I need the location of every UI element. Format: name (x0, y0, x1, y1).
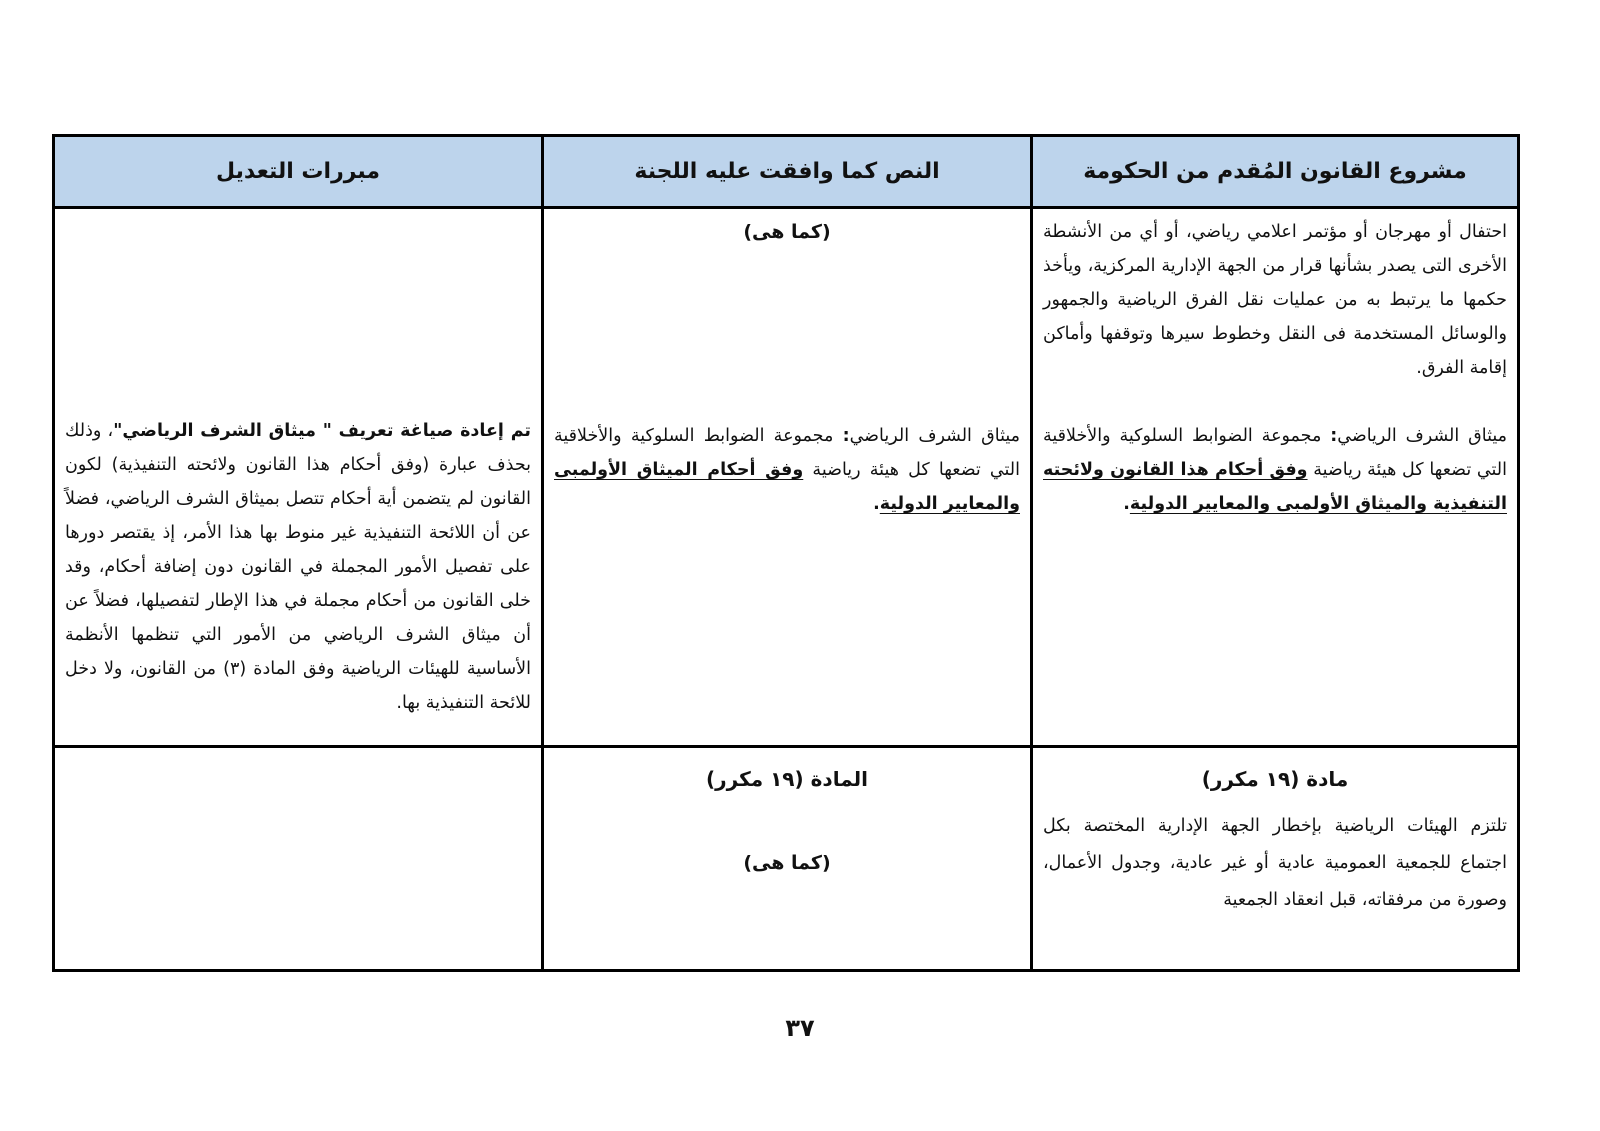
row2-committee-cell (544, 748, 1033, 969)
header-government-draft-label: مشروع القانون المُقدم من الحكومة (1083, 159, 1467, 184)
government-paragraph-1: احتفال أو مهرجان أو مؤتمر اعلامي رياضي، أو أي من الأنشطة الأخرى التى يصدر بشأنها قرار من الجهة الإدارية المركزية، ويأخذ حكمها ما يرتبط به من عمليات نقل الفرق الرياضية والجمهور والوسائل المستخدمة فى النقل وخطوط سيرها وتوقفها وأماكن إقامة الفرق. (1043, 222, 1507, 378)
row1-justifications-cell (55, 209, 544, 748)
row1-government-cell (1033, 209, 1517, 748)
article-title: مادة (١٩ مكرر) (1201, 767, 1349, 791)
header-committee-text-label: النص كما وافقت عليه اللجنة (634, 159, 940, 184)
definition-emphasis: وفق أحكام هذا القانون ولائحته التنفيذية والميثاق الأولمبى والمعايير الدولية (1043, 460, 1507, 514)
header-justifications (55, 137, 544, 209)
row2-justifications-cell (55, 748, 544, 969)
amendments-table (52, 134, 1520, 972)
definition-term: ميثاق الشرف الرياضي (1337, 426, 1508, 446)
row2-government-cell (1033, 748, 1517, 969)
justification-bold-lead: تم إعادة صياغة تعريف " ميثاق الشرف الرياضي" (113, 421, 531, 441)
page-number: ٣٧ (785, 1014, 815, 1042)
as-is-label: (كما هى) (743, 852, 831, 874)
definition-end: . (873, 494, 880, 514)
header-justifications-label: مبررات التعديل (215, 159, 381, 184)
government-definition (1043, 419, 1507, 521)
definition-emphasis: وفق أحكام الميثاق الأولمبى والمعايير الدولية (554, 460, 1020, 514)
definition-colon: : (842, 426, 850, 446)
header-committee-text (544, 137, 1033, 209)
row1-committee-cell (544, 209, 1033, 748)
as-is-label: (كما هى) (743, 221, 831, 243)
definition-body: مجموعة الضوابط السلوكية والأخلاقية التي تضعها كل هيئة رياضية (554, 426, 1020, 480)
justification-text: ، وذلك بحذف عبارة (وفق أحكام هذا القانون ولائحته التنفيذية) لكون القانون لم يتضمن أية أحكام تتصل بميثاق الشرف الرياضي، فضلاً عن أن اللائحة التنفيذية غير منوط بها هذا الأمر، إذ يقتصر دورها على تفصيل الأمور المجملة في القانون دون إضافة أحكام، وقد خلى القانون من أحكام مجملة في هذا الإطار لتفصيلها، فضلاً عن أن ميثاق الشرف الرياضي من الأمور التي تنظمها الأنظمة الأساسية للهيئات الرياضية وفق المادة (٣) من القانون، ولا دخل للائحة التنفيذية بها. (65, 421, 531, 713)
definition-colon: : (1330, 426, 1338, 446)
header-government-draft (1033, 137, 1517, 209)
article-text: تلتزم الهيئات الرياضية بإخطار الجهة الإدارية المختصة بكل اجتماع للجمعية العمومية عادية أو غير عادية، وجدول الأعمال، وصورة من مرفقاته، قبل انعقاد الجمعية (1043, 816, 1507, 910)
definition-term: ميثاق الشرف الرياضي (849, 426, 1020, 446)
article-title: المادة (١٩ مكرر) (706, 767, 868, 791)
definition-end: . (1123, 494, 1130, 514)
definition-body: مجموعة الضوابط السلوكية والأخلاقية التي تضعها كل هيئة رياضية (1043, 426, 1507, 480)
committee-definition (554, 419, 1020, 521)
